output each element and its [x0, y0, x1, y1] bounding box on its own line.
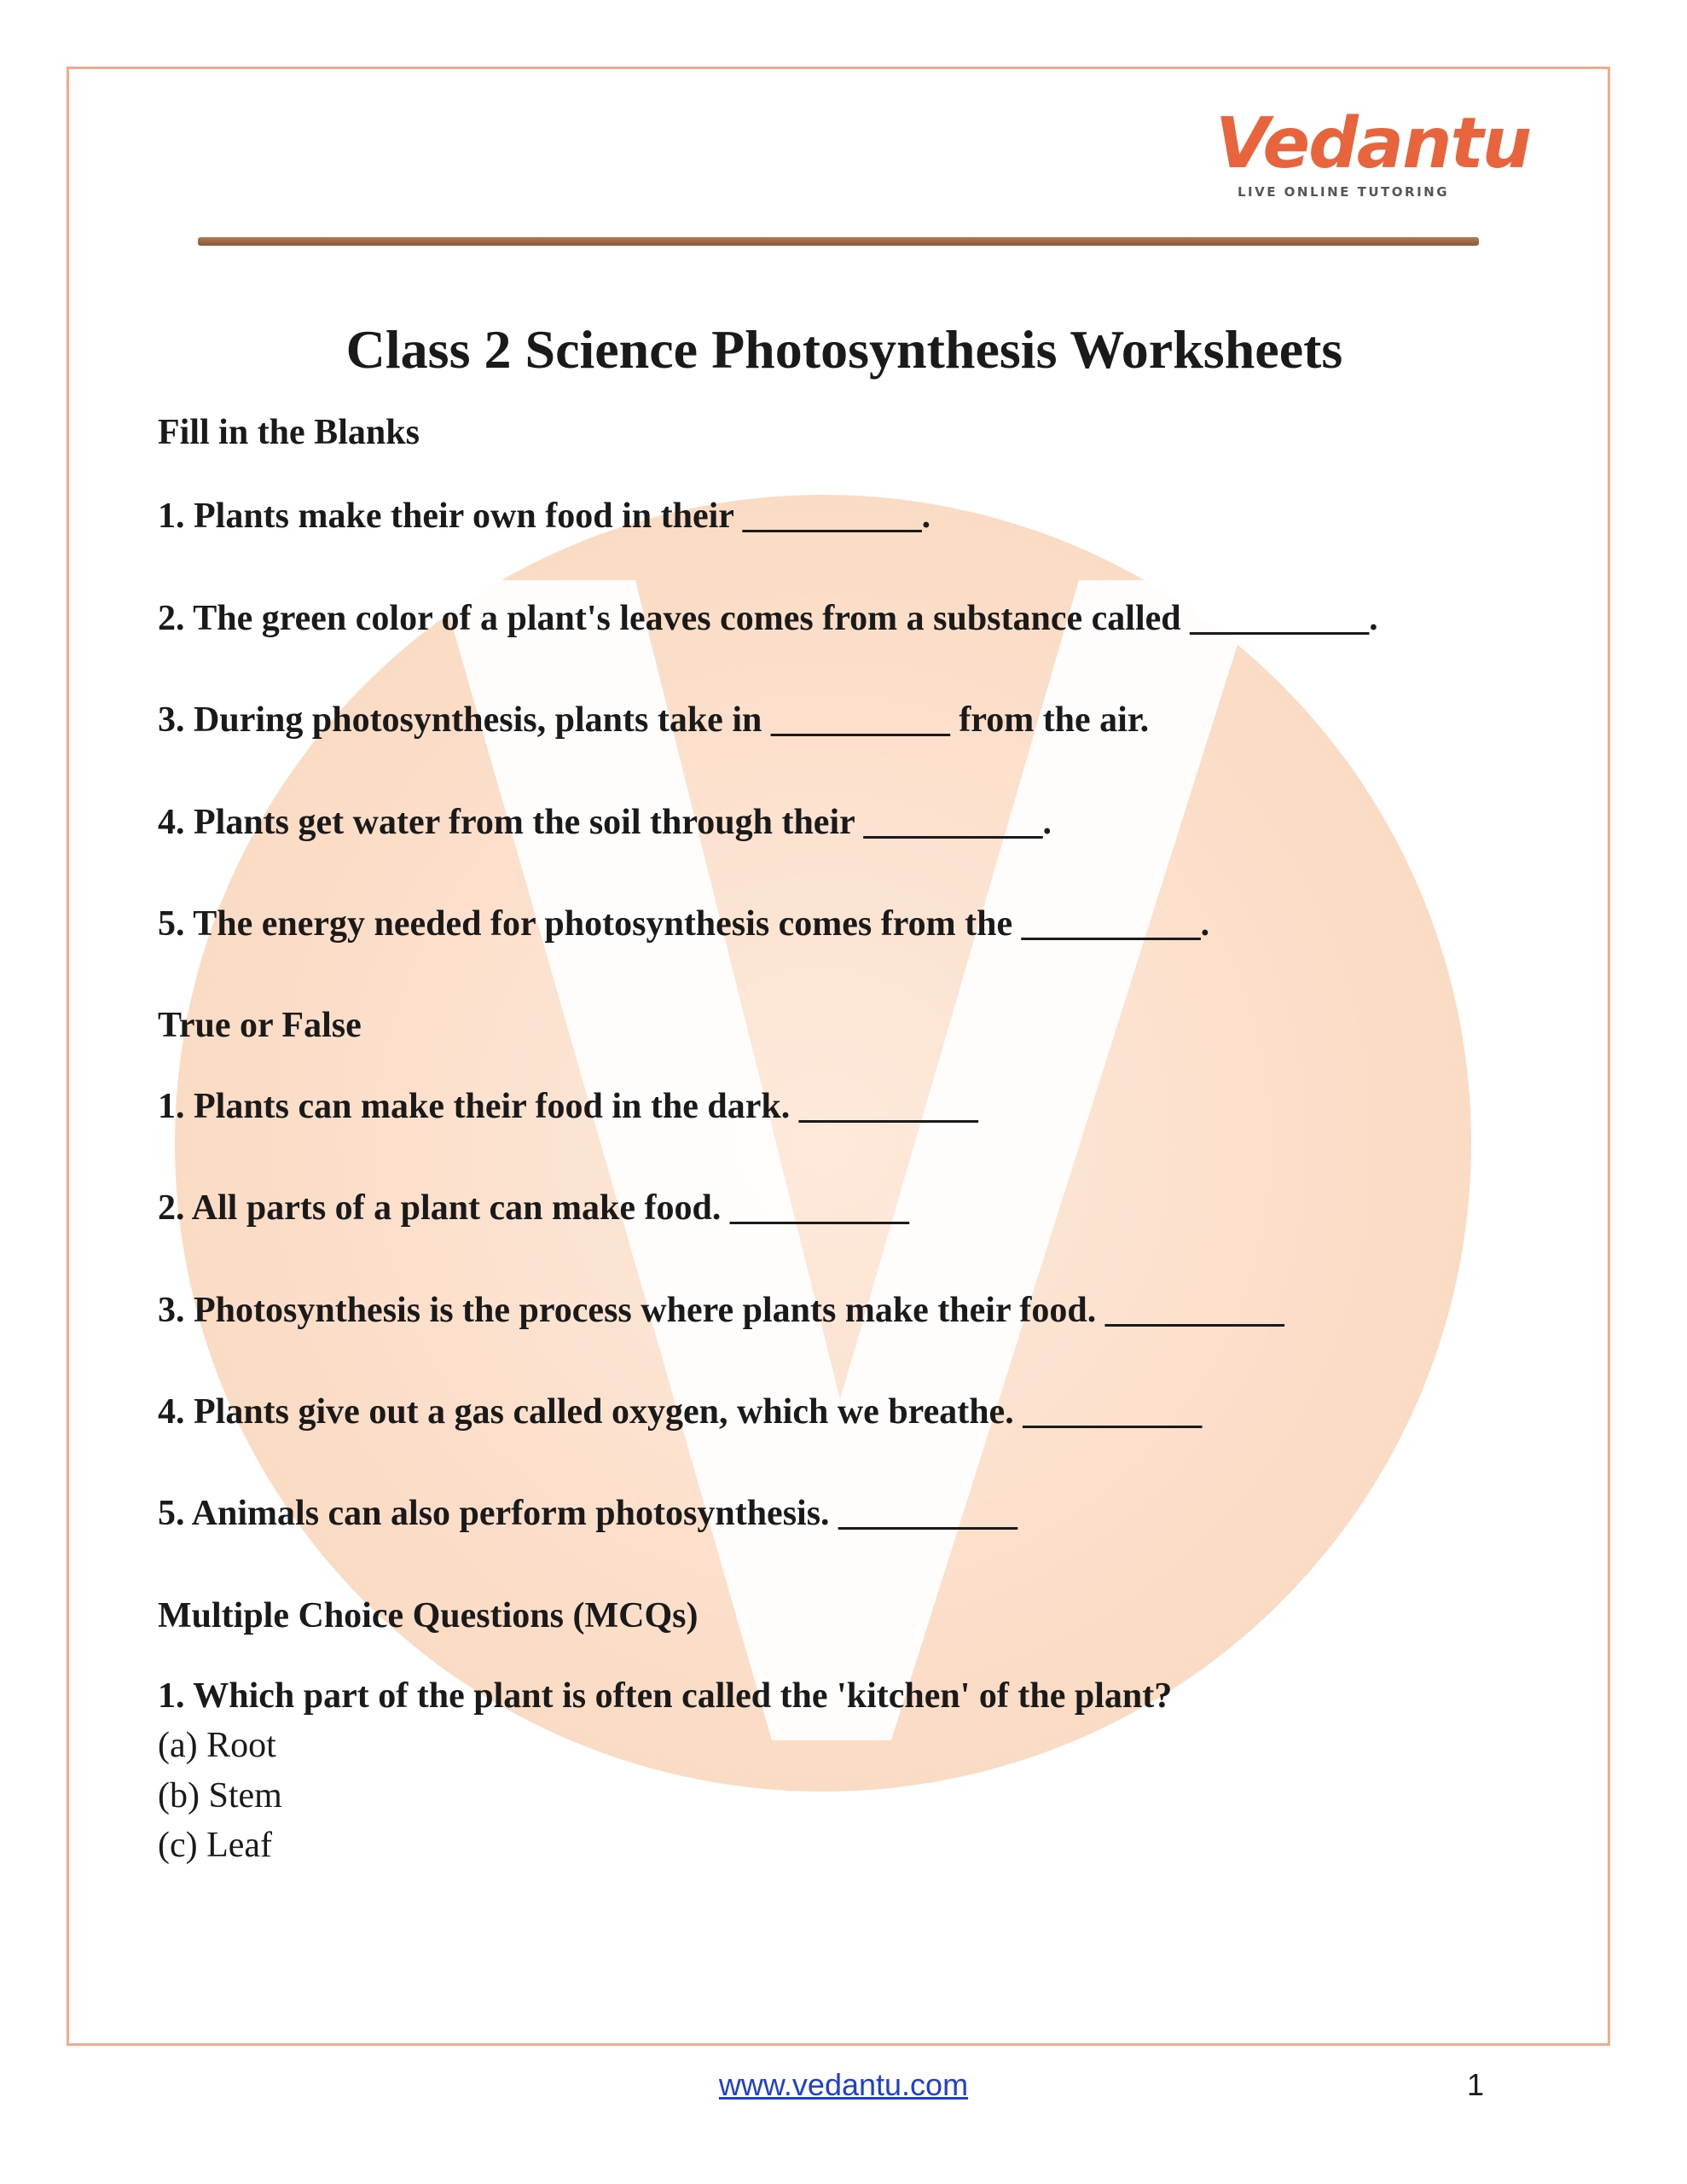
true-false-question: 5. Animals can also perform photosynthesis. __________: [158, 1494, 1018, 1534]
mcq-option: (c) Leaf: [158, 1826, 273, 1866]
section-heading-fill-blanks: Fill in the Blanks: [158, 413, 420, 452]
page-title: Class 2 Science Photosynthesis Worksheets: [345, 319, 1343, 380]
fill-blank-question: 4. Plants get water from the soil through their __________.: [158, 802, 1052, 842]
fill-blank-question: 1. Plants make their own food in their __________.: [158, 497, 931, 537]
mcq-question: 1. Which part of the plant is often called the 'kitchen' of the plant?: [158, 1676, 1173, 1716]
fill-blank-question: 2. The green color of a plant's leaves comes from a substance called __________.: [158, 598, 1378, 638]
vedantu-logo: [1215, 103, 1531, 212]
true-false-question: 4. Plants give out a gas called oxygen, which we breathe. __________: [158, 1391, 1203, 1432]
logo-tagline: LIVE ONLINE TUTORING: [1237, 184, 1450, 200]
section-heading-true-false: True or False: [158, 1006, 362, 1046]
mcq-option: (b) Stem: [158, 1775, 282, 1815]
logo-wordmark: Vedantu: [1215, 103, 1531, 184]
true-false-question: 2. All parts of a plant can make food. __________: [158, 1188, 909, 1228]
worksheet-content: [158, 316, 1539, 1867]
section-heading-mcq: Multiple Choice Questions (MCQs): [158, 1595, 699, 1635]
true-false-question: 1. Plants can make their food in the dark. __________: [158, 1086, 978, 1126]
mcq-option: (a) Root: [158, 1726, 276, 1766]
footer-website-link[interactable]: www.vedantu.com: [718, 2067, 969, 2102]
page-number: 1: [1467, 2067, 1485, 2102]
fill-blank-question: 5. The energy needed for photosynthesis comes from the __________.: [158, 903, 1210, 944]
header-divider: [198, 237, 1479, 246]
fill-blank-question: 3. During photosynthesis, plants take in __________ from the air.: [158, 700, 1150, 741]
true-false-question: 3. Photosynthesis is the process where plants make their food. __________: [158, 1290, 1284, 1330]
